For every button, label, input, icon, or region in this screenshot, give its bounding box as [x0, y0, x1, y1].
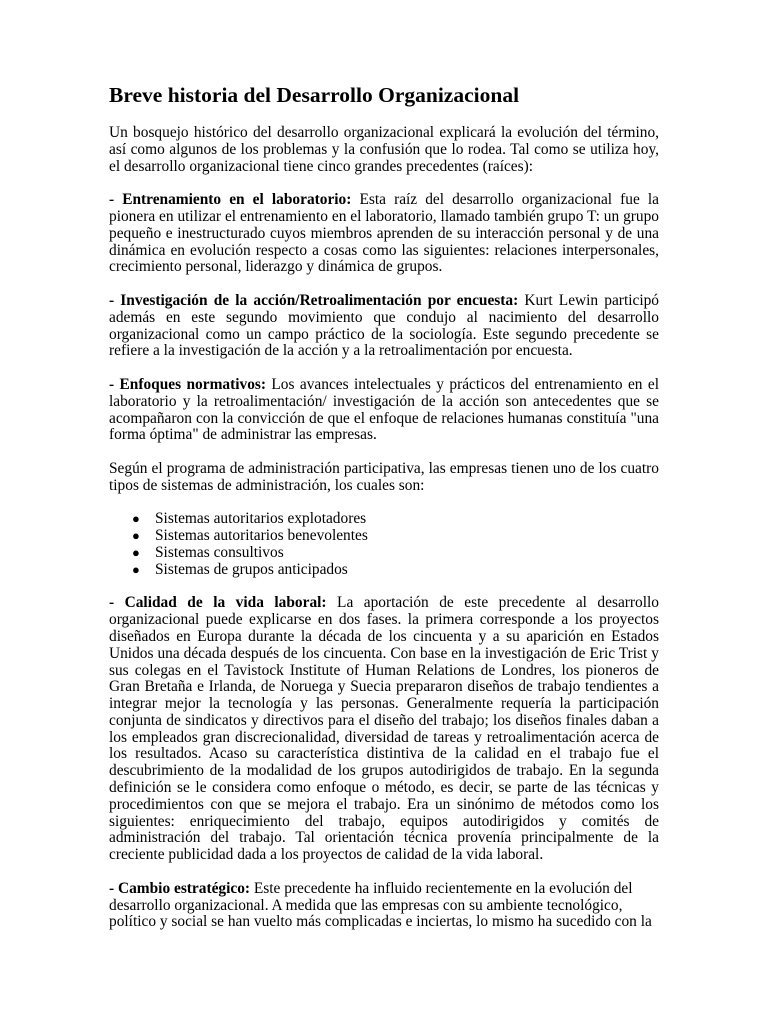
document-page	[109, 82, 659, 948]
section-paragraph-calidad	[109, 595, 659, 864]
section-text-entrenamiento: Esta raíz del desarrollo organizacional fue la pionera en utilizar el entrenamiento en el laboratorio, llamado también grupo T: un grupo pequeño e inestructurado cuyos miembros aprenden de su interacción personal y de una dinámica en evolución respecto a cosas como las siguientes: relaciones interpersonales, crecimiento personal, liderazgo y dinámica de grupos.	[109, 191, 659, 276]
list-intro-paragraph: Según el programa de administración participativa, las empresas tienen uno de los cuatro tipos de sistemas de administración, los cuales son:	[109, 459, 659, 494]
section-heading-calidad: - Calidad de la vida laboral:	[109, 594, 327, 612]
section-paragraph-enfoques	[109, 377, 659, 444]
section-paragraph-cambio	[109, 881, 659, 931]
section-text-cambio: Este precedente ha influido recientemente en la evolución del desarrollo organizacional. A medida que las empresas con su ambiente tecnológico, político y social se han vuelto más complicadas e inciertas, lo mismo ha sucedido con la	[109, 879, 652, 931]
management-systems-list	[109, 511, 659, 578]
section-text-investigacion: Kurt Lewin participó además en este segundo movimiento que condujo al nacimiento del desarrollo organizacional como un campo práctico de la sociología. Este segundo precedente se refiere a la investigación de la acción y a la retroalimentación por encuesta.	[109, 291, 659, 360]
section-heading-cambio: - Cambio estratégico:	[109, 879, 251, 897]
section-heading-investigacion: - Investigación de la acción/Retroalimentación por encuesta:	[109, 291, 519, 309]
section-paragraph-entrenamiento	[109, 192, 659, 276]
list-item	[132, 527, 659, 545]
section-text-enfoques: Los avances intelectuales y prácticos del entrenamiento en el laboratorio y la retroalimentación/ investigación de la acción son antecedentes que se acompañaron con la convicción de que el enfoque de relaciones humanas constituía "una forma óptima" de administrar las empresas.	[109, 375, 659, 444]
list-item-text: Sistemas autoritarios benevolentes	[155, 527, 368, 545]
bullet-icon: ●	[132, 528, 140, 544]
section-heading-entrenamiento: - Entrenamiento en el laboratorio:	[109, 191, 352, 209]
list-item	[132, 543, 659, 562]
list-item-text: Sistemas de grupos anticipados	[155, 560, 348, 578]
bullet-icon: ●	[132, 511, 140, 527]
list-item-text: Sistemas consultivos	[155, 543, 284, 561]
intro-paragraph: Un bosquejo histórico del desarrollo organizacional explicará la evolución del término, así como algunos de los problemas y la confusión que lo rodea. Tal como se utiliza hoy, el desarrollo organizacional tiene cinco grandes precedentes (raíces):	[109, 124, 659, 175]
bullet-icon: ●	[132, 544, 140, 560]
bullet-icon: ●	[132, 561, 140, 577]
list-item-text: Sistemas autoritarios explotadores	[155, 510, 367, 528]
section-text-calidad: La aportación de este precedente al desarrollo organizacional puede explicarse en dos fases. la primera corresponde a los proyectos diseñados en Europa durante la década de los cincuenta y a su aparición en Estados Unidos una década después de los cincuenta. Con base en la investigación de Eric Trist y sus colegas en el Tavistock Institute of Human Relations de Londres, los pioneros de Gran Bretaña e Irlanda, de Noruega y Suecia prepararon diseños de trabajo tendientes a integrar mejor la tecnología y las personas. Generalmente requería la participación conjunta de sindicatos y directivos para el diseño del trabajo; los diseños finales daban a los empleados gran discrecionalidad, diversidad de tareas y retroalimentación acerca de los resultados. Acaso su característica distintiva de la calidad en el trabajo fue el descubrimiento de la modalidad de los grupos autodirigidos de trabajo. En la segunda definición se le considera como enfoque o método, es decir, se parte de las técnicas y procedimientos con que se mejora el trabajo. Era un sinónimo de métodos como los siguientes: enriquecimiento del trabajo, equipos autodirigidos y comités de administración del trabajo. Tal orientación técnica provenía principalmente de la creciente publicidad dada a los proyectos de calidad de la vida laboral.	[109, 594, 659, 864]
section-paragraph-investigacion	[109, 293, 659, 360]
section-heading-enfoques: - Enfoques normativos:	[109, 375, 267, 393]
page-title: Breve historia del Desarrollo Organizacional	[109, 83, 520, 107]
list-item	[132, 560, 659, 579]
list-item	[132, 510, 659, 528]
